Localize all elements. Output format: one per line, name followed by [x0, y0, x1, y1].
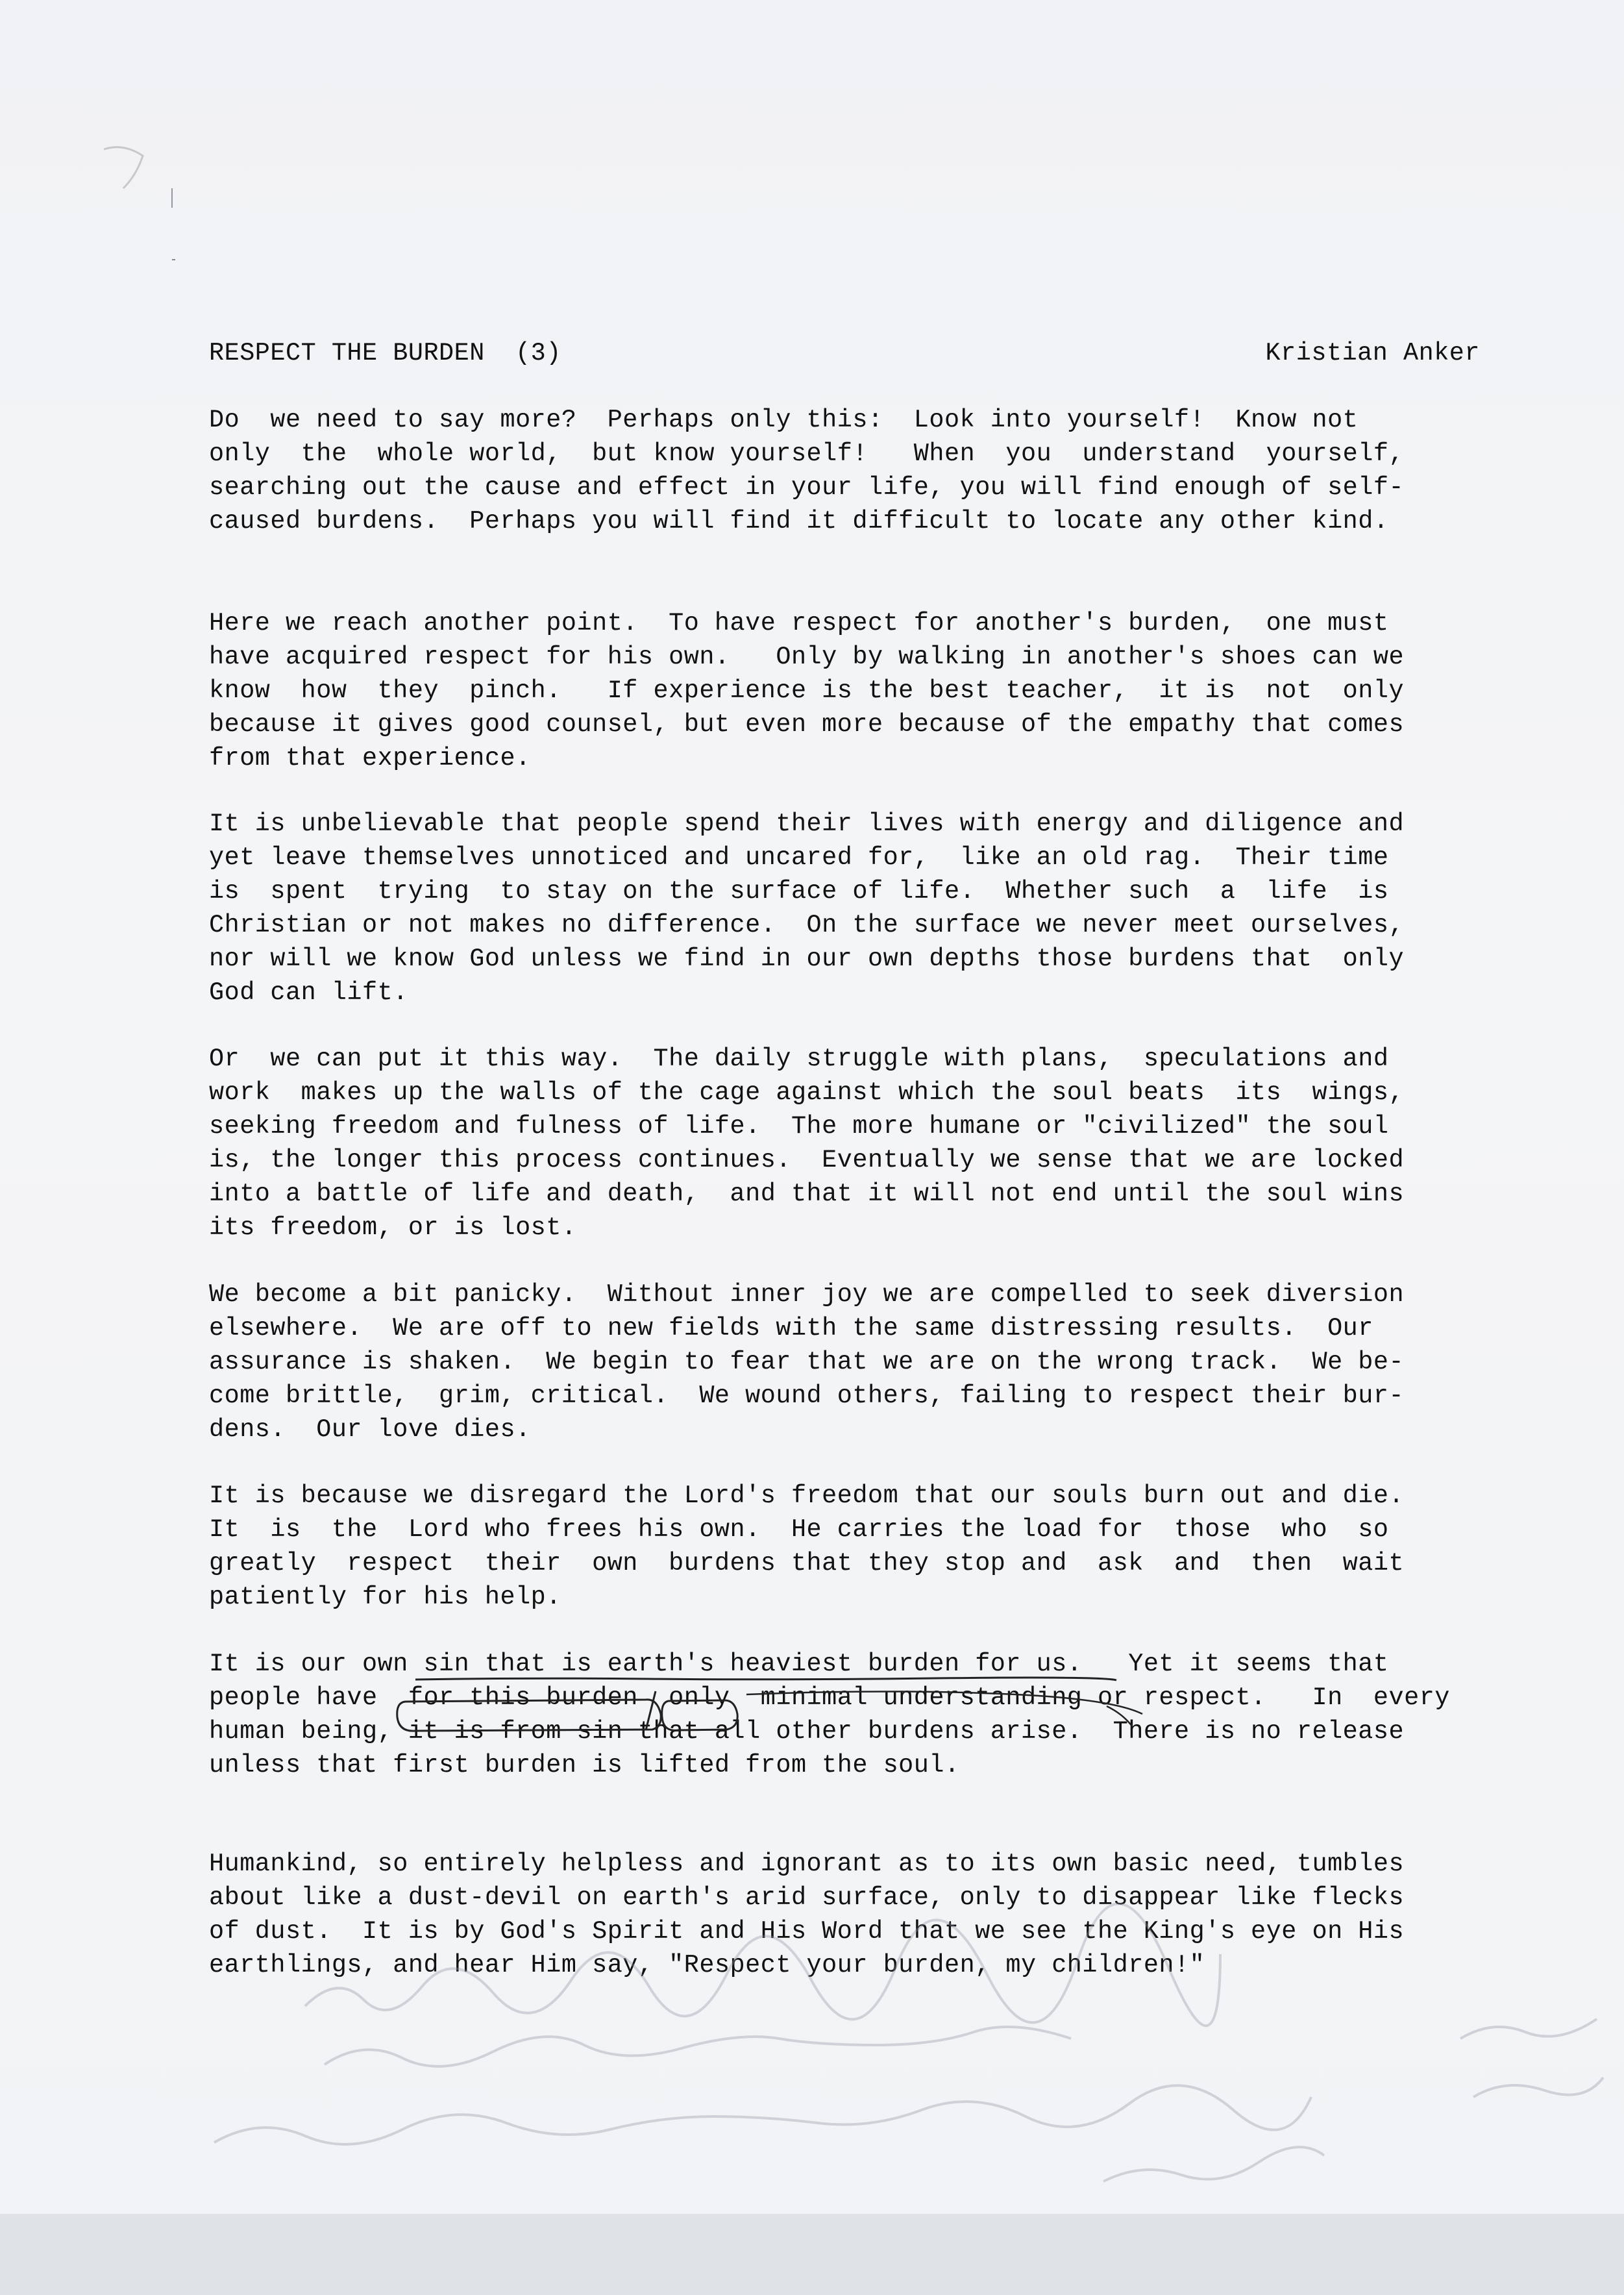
text-line: It is unbelievable that people spend their lives with energy and diligence and — [209, 810, 1405, 838]
text-line: Christian or not makes no difference. On the surface we never meet ourselves, — [209, 911, 1405, 939]
text-line: greatly respect their own burdens that they stop and ask and then wait — [209, 1549, 1405, 1578]
text-line: is spent trying to stay on the surface of life. Whether such a life is — [209, 877, 1389, 906]
text-line: because it gives good counsel, but even more because of the empathy that comes — [209, 710, 1405, 739]
text-line: Here we reach another point. To have respect for another's burden, one must — [209, 609, 1389, 638]
text-line: unless that first burden is lifted from the soul. — [209, 1751, 960, 1780]
text-line: people have for this burden only minimal understanding or respect. In every — [209, 1683, 1450, 1712]
text-line: caused burdens. Perhaps you will find it difficult to locate any other kind. — [209, 507, 1389, 536]
text-line: know how they pinch. If experience is the best teacher, it is not only — [209, 676, 1405, 705]
text-line: assurance is shaken. We begin to fear that we are on the wrong track. We be- — [209, 1348, 1405, 1376]
text-line: have acquired respect for his own. Only by walking in another's shoes can we — [209, 643, 1405, 671]
text-line: elsewhere. We are off to new fields with the same distressing results. Our — [209, 1314, 1373, 1343]
text-line: only the whole world, but know yourself! When you understand yourself, — [209, 440, 1405, 468]
text-line: come brittle, grim, critical. We wound others, failing to respect their bur- — [209, 1382, 1405, 1410]
text-line: nor will we know God unless we find in our own depths those burdens that only — [209, 945, 1405, 973]
text-line: is, the longer this process continues. Eventually we sense that we are locked — [209, 1146, 1405, 1174]
text-line: human being, it is from sin that all other burdens arise. There is no release — [209, 1717, 1405, 1746]
text-line: patiently for his help. — [209, 1583, 561, 1611]
text-line: earthlings, and hear Him say, "Respect your burden, my children!" — [209, 1951, 1205, 1979]
text-line: about like a dust-devil on earth's arid surface, only to disappear like flecks — [209, 1883, 1405, 1912]
text-line: God can lift. — [209, 978, 408, 1007]
author-name: Kristian Anker — [1265, 339, 1480, 367]
text-line: It is because we disregard the Lord's freedom that our souls burn out and die. — [209, 1482, 1405, 1510]
text-line: of dust. It is by God's Spirit and His Word that we see the King's eye on His — [209, 1917, 1405, 1946]
page-title: RESPECT THE BURDEN (3) — [209, 339, 561, 367]
text-line: It is our own sin that is earth's heaviest burden for us. Yet it seems that — [209, 1650, 1389, 1678]
text-line: Humankind, so entirely helpless and ignorant as to its own basic need, tumbles — [209, 1850, 1405, 1878]
text-line: yet leave themselves unnoticed and uncared for, like an old rag. Their time — [209, 843, 1389, 872]
text-line: searching out the cause and effect in your life, you will find enough of self- — [209, 473, 1405, 502]
text-line: Or we can put it this way. The daily struggle with plans, speculations and — [209, 1045, 1389, 1073]
text-line: its freedom, or is lost. — [209, 1213, 577, 1242]
text-line: from that experience. — [209, 744, 531, 773]
text-line: work makes up the walls of the cage against which the soul beats its wings, — [209, 1078, 1405, 1107]
text-line: Do we need to say more? Perhaps only this: Look into yourself! Know not — [209, 406, 1359, 434]
text-line: It is the Lord who frees his own. He carries the load for those who so — [209, 1515, 1389, 1544]
text-line: dens. Our love dies. — [209, 1415, 531, 1444]
text-line: into a battle of life and death, and that it will not end until the soul wins — [209, 1180, 1405, 1208]
text-line: We become a bit panicky. Without inner joy we are compelled to seek diversion — [209, 1280, 1405, 1309]
text-line: seeking freedom and fulness of life. The more humane or "civilized" the soul — [209, 1112, 1389, 1141]
